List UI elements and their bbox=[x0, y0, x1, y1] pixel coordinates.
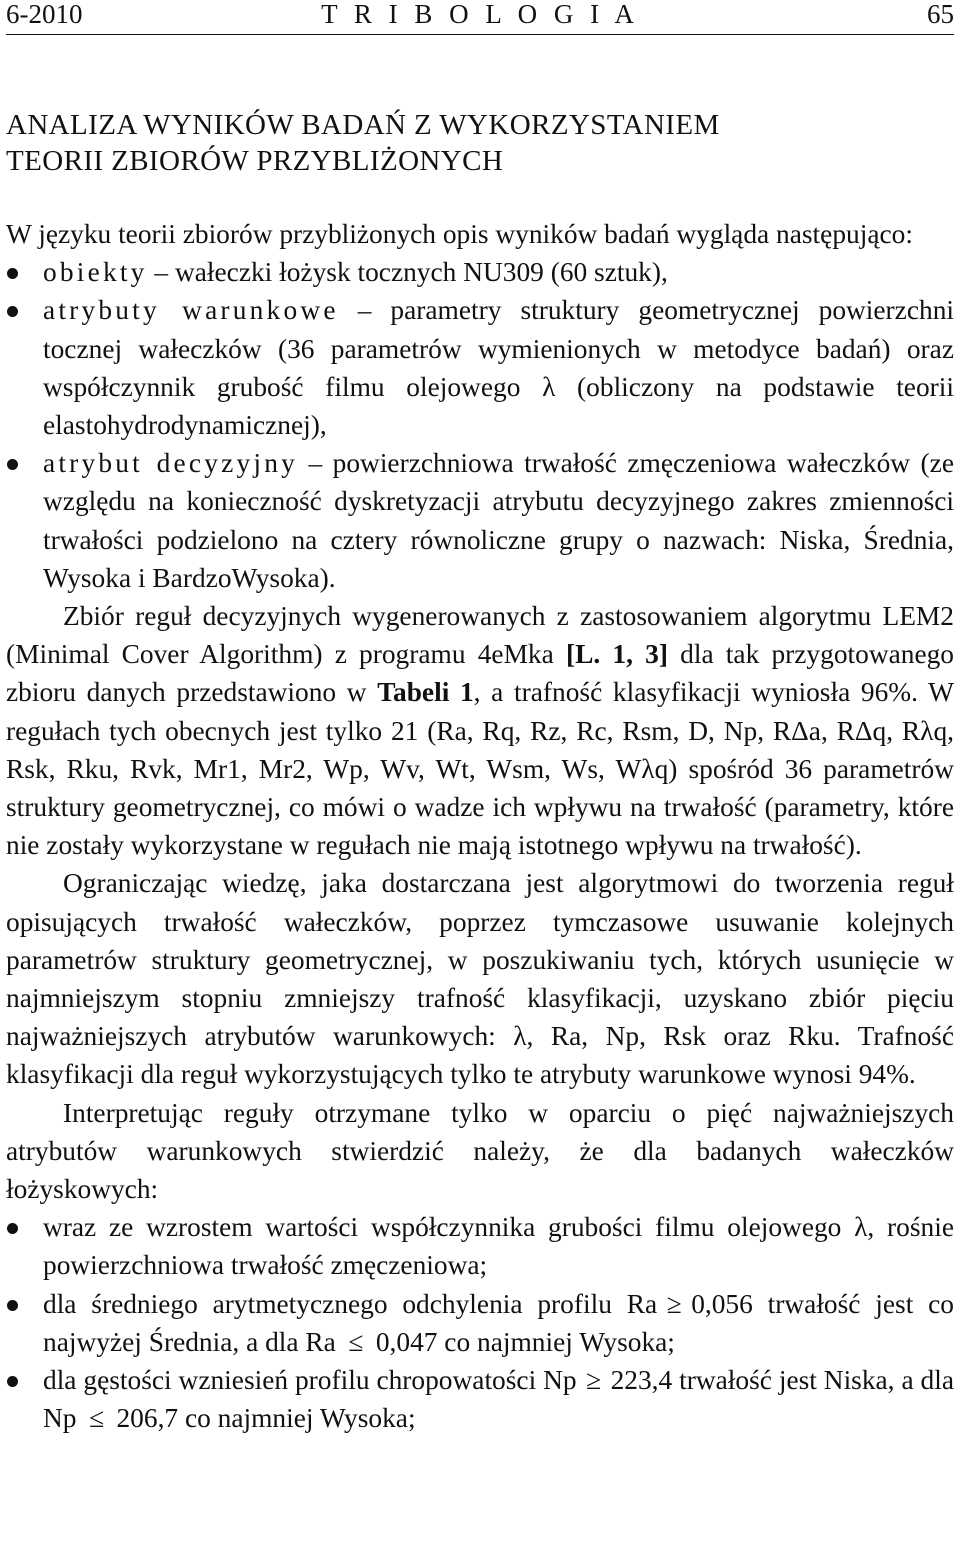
definition-text: – wałeczki łożysk tocznych NU309 (60 sztuk), bbox=[147, 257, 668, 288]
bullet-icon bbox=[7, 306, 18, 317]
reduction-paragraph: Ograniczając wiedzę, jaka dostarczana jest algorytmowi do tworzenia reguł opisujących trwałość wałeczków, poprzez tymczasowe usuwanie kolejnych parametrów struktury geometrycznej, w poszukiwaniu tych, których usunięcie w najmniejszym stopniu zmniejszy trafność klasyfikacji, uzyskano zbiór pięciu najważniejszych atrybutów warunkowych: λ, Ra, Np, Rsk oraz Rku. Trafność klasyfikacji dla reguł wykorzystujących tylko te atrybuty warunkowe wynosi 94%. bbox=[6, 868, 954, 1090]
list-item bbox=[6, 1361, 954, 1437]
bullet-icon bbox=[7, 268, 18, 279]
finding-np: dla gęstości wzniesień profilu chropowatości Np ≥ 223,4 trwałość jest Niska, a dla Np ≤ 206,7 co najmniej Wysoka; bbox=[43, 1361, 954, 1437]
section-title-line-2: TEORII ZBIORÓW PRZYBLIŻONYCH bbox=[6, 145, 504, 177]
issue-number: 6-2010 bbox=[6, 0, 83, 29]
section-title-line-1: ANALIZA WYNIKÓW BADAŃ Z WYKORZYSTANIEM bbox=[6, 109, 720, 141]
interpretation-paragraph: Interpretując reguły otrzymane tylko w oparciu o pięć najważniejszych atrybutów warunkowych stwierdzić należy, że dla badanych wałeczków łożyskowych: bbox=[6, 1097, 954, 1205]
less-equal-symbol: ≤ bbox=[88, 1403, 104, 1434]
term-conditional-attributes: atrybuty warunkowe bbox=[43, 295, 339, 326]
page-number: 65 bbox=[927, 0, 954, 29]
bullet-icon bbox=[7, 1300, 18, 1311]
greater-equal-symbol: ≥ bbox=[586, 1365, 602, 1396]
list-item bbox=[6, 291, 954, 444]
findings-list bbox=[6, 1208, 954, 1437]
list-item bbox=[6, 1208, 954, 1284]
definition-text: – powierzchniowa trwałość zmęczeniowa wałeczków (ze względu na konieczność dyskretyzacji atrybutu decyzyjnego zakres zmienności trwałości podzielono na cztery równoliczne grupy o nazwach: Niska, Średnia, Wysoka i BardzoWysoka). bbox=[43, 448, 954, 593]
list-item bbox=[6, 444, 954, 597]
less-equal-symbol: ≤ bbox=[348, 1326, 364, 1357]
definition-list bbox=[6, 253, 954, 597]
table-reference: Tabeli 1 bbox=[377, 677, 474, 708]
finding-lambda: wraz ze wzrostem wartości współczynnika grubości filmu olejowego λ, rośnie powierzchniowa trwałość zmęczeniowa; bbox=[43, 1212, 954, 1281]
greater-equal-symbol: ≥ bbox=[666, 1288, 682, 1319]
bullet-icon bbox=[7, 1376, 18, 1387]
article-body bbox=[6, 107, 954, 1438]
bullet-icon bbox=[7, 459, 18, 470]
rules-paragraph: Zbiór reguł decyzyjnych wygenerowanych z zastosowaniem algorytmu LEM2 (Minimal Cover Algorithm) z programu 4eMka [L. 1, 3] dla tak przygotowanego zbioru danych przedstawiono w Tabeli 1, a trafność klasyfikacji wyniosła 96%. W regułach tych obecnych jest tylko 21 (Ra, Rq, Rz, Rc, Rsm, D, Np, RΔa, RΔq, Rλq, Rsk, Rku, Rvk, Mr1, Mr2, Wp, Wv, Wt, Wsm, Ws, Wλq) spośród 36 parametrów struktury geometrycznej, co mówi o wadze ich wpływu na trwałość (parametry, które nie zostały wykorzystane w regułach nie mają istotnego wpływu na trwałość). bbox=[6, 601, 955, 861]
intro-paragraph: W języku teorii zbiorów przybliżonych opis wyników badań wygląda następująco: bbox=[6, 219, 913, 249]
running-header bbox=[6, 0, 954, 35]
section-title bbox=[6, 107, 954, 179]
list-item bbox=[6, 253, 954, 291]
definition-text: – parametry struktury geometrycznej powierzchni tocznej wałeczków (36 parametrów wymienionych w metodyce badań) oraz współczynnik grubość filmu olejowego λ (obliczony na podstawie teorii elastohydrodynamicznej), bbox=[43, 295, 954, 441]
journal-title: T R I B O L O G I A bbox=[321, 0, 639, 29]
list-item bbox=[6, 1285, 954, 1361]
bullet-icon bbox=[7, 1223, 18, 1234]
term-objects: obiekty bbox=[43, 257, 148, 288]
finding-ra: dla średniego arytmetycznego odchylenia profilu Ra ≥ 0,056 trwałość jest co najwyżej Średnia, a dla Ra ≤ 0,047 co najmniej Wysoka; bbox=[43, 1285, 954, 1361]
reference-citation: [L. 1, 3] bbox=[565, 639, 668, 670]
term-decision-attribute: atrybut decyzyjny bbox=[43, 448, 299, 479]
